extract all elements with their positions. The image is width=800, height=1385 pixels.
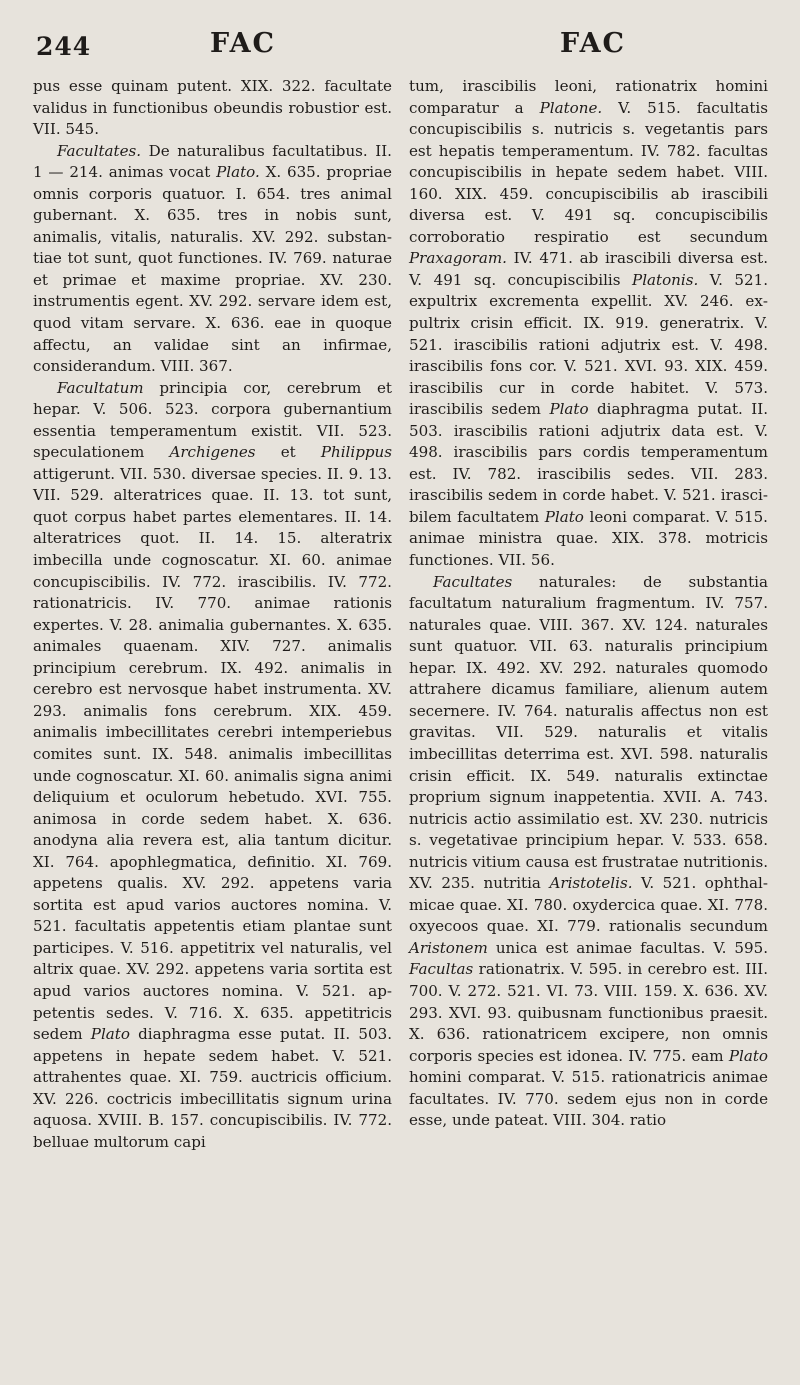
entry-text: tum, irascibilis leoni, rationatrix homini comparatur a xyxy=(409,77,768,117)
italic-term: Aristotelis. xyxy=(549,874,633,893)
right-column xyxy=(409,76,768,1132)
italic-term: Archigenes xyxy=(169,443,256,462)
italic-term: Facultates. xyxy=(57,141,142,160)
italic-term: Aristonem xyxy=(409,938,488,957)
text-columns xyxy=(33,76,773,1376)
page-number: 244 xyxy=(36,32,92,61)
entry-text: principia cor, cerebrum et hepar. V. 506. 523. corpora gubernantium essentia temperamentum existit. VII. 523. speculationem xyxy=(33,378,392,462)
entry-text: et xyxy=(255,443,321,462)
entry-text: X. 635. propriae omnis corporis quatuor. I. 654. tres animal gubernant. X. 635. tres in nobis sunt, animalis, vitalis, naturalis. XV. 292. substantiae tot sunt, quot functiones. IV. 769. naturae et primae et maxime propriae. XV. 230. instrumentis egent. XV. 292. servare idem est, quod vitam servare. X. 636. eae in quoque affectu, an validae sint an infirmae, considerandum. VIII. 367. xyxy=(33,163,392,376)
entry-text: diaphragma putat. II. 503. irascibilis rationi adjutrix data est. V. 498. irascibilis pars cordis temperamentum est. IV. 782. irascibilis sedes. VII. 283. irascibilis sedem in corde habet. V. 521. irascibilem facultatem xyxy=(409,400,768,526)
entry-paragraph xyxy=(33,141,392,378)
running-head-left: FAC xyxy=(210,28,277,59)
entry-text: V. 521. expultrix excrementa expellit. XV. 246. expultrix crisin efficit. IX. 919. generatrix. V. 521. irascibilis rationi adjutrix est. V. 498. irascibilis fons cor. V. 521. XVI. 93. XIX. 459. irascibilis cur in corde habitet. V. 573. irascibilis sedem xyxy=(409,270,769,419)
italic-term: Plato xyxy=(544,507,584,526)
italic-term: Plato. xyxy=(216,163,260,182)
italic-term: Facultatum xyxy=(57,378,144,397)
entry-text: diaphragma esse putat. II. 503. appetens in hepate sedem habet. V. 521. attrahentes quae. XI. 759. auctricis officium. XV. 226. coctricis imbecillitatis signum urina aquosa. XVIII. B. 157. concupiscibilis. IV. 772. belluae multorum capi xyxy=(33,1025,393,1151)
entry-text: IV. 471. ab irascibili diversa est. V. 491 sq. concupiscibilis xyxy=(409,249,768,289)
running-head xyxy=(0,26,800,66)
italic-term: Plato xyxy=(90,1025,130,1044)
italic-term: Facultates xyxy=(433,572,513,591)
italic-term: Plato xyxy=(728,1046,768,1065)
italic-term: Plato xyxy=(549,400,589,419)
running-head-right: FAC xyxy=(560,28,627,59)
entry-text: V. 515. facultatis concupiscibilis s. nutricis s. vegetantis pars est hepatis temperamentum. IV. 782. facultas concupiscibilis in hepate sedem habet. VIII. 160. XIX. 459. concupiscibilis ab irascibili diversa est. V. 491 sq. concupiscibilis corroboratio respiratio est secundum xyxy=(409,98,768,246)
entry-text: De naturalibus facultatibus. II. 1 — 214. animas vocat xyxy=(33,141,392,182)
entry-text: attigerunt. VII. 530. diversae species. II. 9. 13. VII. 529. alteratrices quae. II. 13. tot sunt, quot corpus habet partes elementares. II. 14. alteratrices quot. II. 14. 15. alteratrix imbecilla unde cognoscatur. XI. 60. animae concupiscibilis. IV. 772. irascibilis. IV. 772. rationatricis. IV. 770. animae rationis expertes. V. 28. animalia gubernantes. X. 635. animales quaenam. XIV. 727. animalis principium cerebrum. IX. 492. animalis in cerebro est nervosque habet instrumenta. XV. 293. animalis fons cerebrum. XIX. 459. animalis imbecillitates cerebri intemperiebus comites sunt. IX. 548. animalis imbecillitas unde cognoscatur. XI. 60. animalis signa animi deliquium et oculorum hebetudo. XVI. 755. animosa in corde sedem habet. X. 636. anodyna alia revera est, alia tantum dicitur. XI. 764. apophlegmatica, definitio. XI. 769. appetens qualis. XV. 292. appetens varia sortita est apud varios auctores nomina. V. 521. facultatis appetentis etiam plantae sunt participes. V. 516. appetitrix vel naturalis, vel altrix quae. XV. 292. appetens varia sortita est apud varios auctores nomina. V. 521. appetentis sedes. V. 716. X. 635. appetitricis sedem xyxy=(33,464,392,1044)
entry-paragraph xyxy=(33,76,392,141)
entry-text: naturales: de substantia facultatum naturalium fragmentum. IV. 757. naturales quae. VIII. 367. XV. 124. naturales sunt quatuor. VII. 63. naturalis principium hepar. IX. 492. XV. 292. naturales quomodo attrahere dicamus familiare, alienum autem secernere. IV. 764. naturalis affectus non est gravitas. VII. 529. naturalis et vitalis imbecillitas deterrima est. XVI. 598. naturalis crisin efficit. IX. 549. naturalis extinctae proprium signum inappetentia. XVII. A. 743. nutricis actio assimilatio est. XV. 230. nutricis s. vegetativae principium hepar. V. 533. 658. nutricis vitium causa est frustratae nutritionis. XV. 235. nutritia xyxy=(409,572,768,893)
italic-term: Facultas xyxy=(409,960,474,979)
entry-text: leoni comparat. V. 515. animae ministra quae. XIX. 378. motricis functiones. VII. 56. xyxy=(409,507,768,570)
italic-term: Philippus xyxy=(320,443,392,462)
entry-paragraph xyxy=(33,378,392,1154)
entry-text: homini comparat. V. 515. rationatricis animae facultates. IV. 770. sedem ejus non in corde esse, unde pateat. VIII. 304. ratio xyxy=(409,1068,768,1130)
left-column xyxy=(33,76,392,1153)
entry-text: V. 521. ophthalmicae quae. XI. 780. oxydercica quae. XI. 778. oxyecoos quae. XI. 779. rationalis secundum xyxy=(409,874,768,936)
entry-paragraph xyxy=(409,76,768,572)
entry-text: pus esse quinam putent. XIX. 322. facultate validus in functionibus obeundis robustior est. VII. 545. xyxy=(33,77,392,139)
entry-paragraph xyxy=(409,572,768,1132)
entry-text: unica est animae facultas. V. 595. xyxy=(487,938,768,957)
entry-text: rationatrix. V. 595. in cerebro est. III. 700. V. 272. 521. VI. 73. VIII. 159. X. 636. XV. 293. XVI. 93. quibusnam functionibus praesit. X. 636. rationatricem excipere, non omnis corporis species est idonea. IV. 775. eam xyxy=(409,960,768,1065)
italic-term: Platone. xyxy=(539,98,603,117)
italic-term: Praxagoram. xyxy=(409,249,507,268)
italic-term: Platonis. xyxy=(632,270,699,289)
